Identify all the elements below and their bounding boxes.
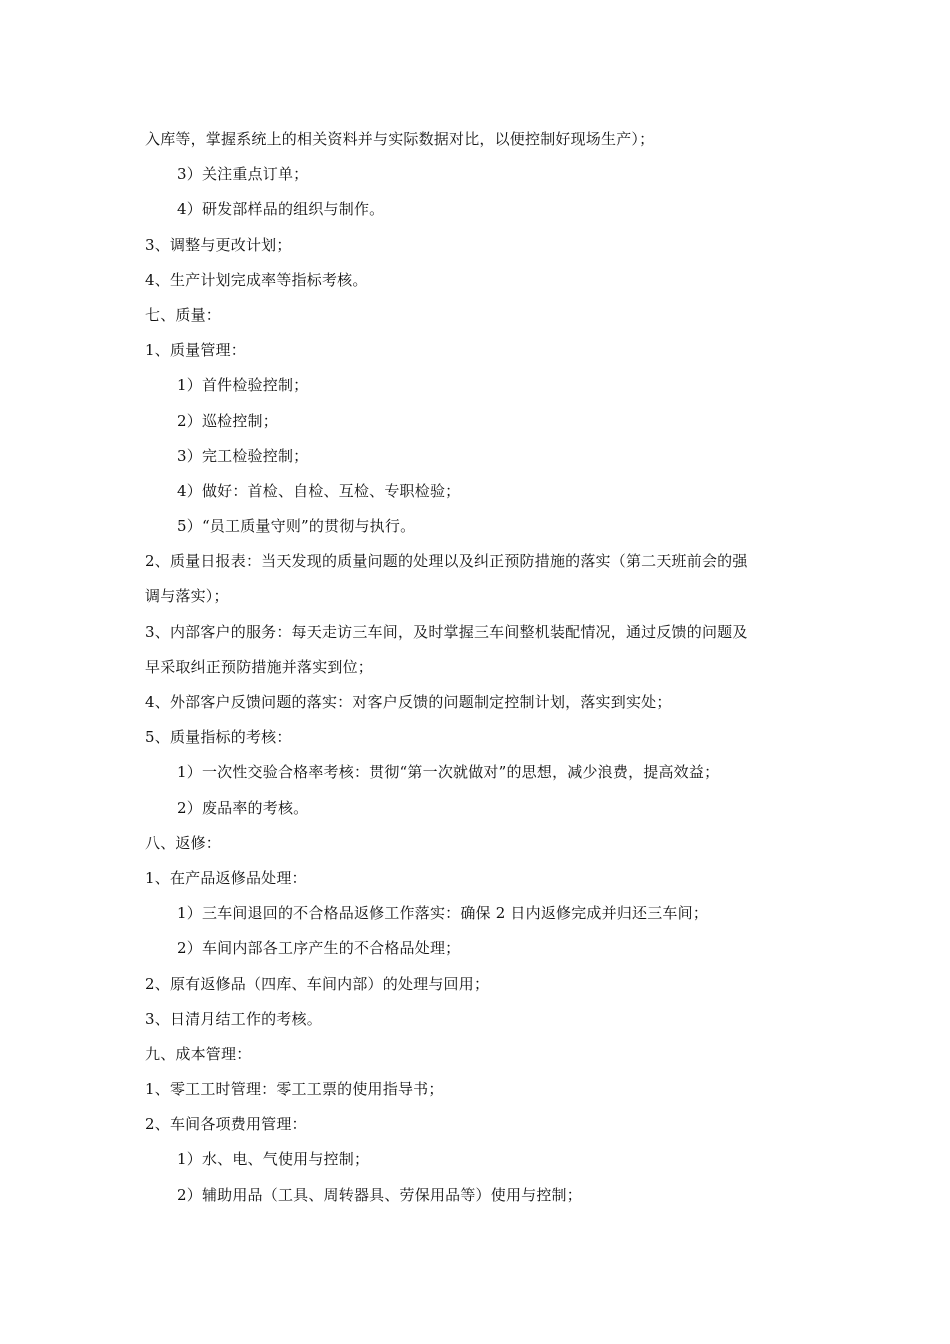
list-item: 3、调整与更改计划；: [145, 235, 292, 254]
section-heading: 七、质量：: [145, 305, 222, 324]
list-item: 5、质量指标的考核：: [145, 728, 292, 747]
list-item: 2）巡检控制；: [177, 411, 278, 430]
list-item: 2）辅助用品（工具、周转器具、劳保用品等）使用与控制；: [177, 1185, 582, 1204]
list-item: 4、外部客户反馈问题的落实：对客户反馈的问题制定控制计划，落实到实处；: [145, 693, 672, 711]
list-item: 1、零工工时管理：零工工票的使用指导书；: [145, 1080, 444, 1099]
list-item: 1）一次性交验合格率考核：贯彻“第一次就做对”的思想，减少浪费，提高效益；: [177, 763, 720, 782]
paragraph-line: 入库等，掌握系统上的相关资料并与实际数据对比，以便控制好现场生产）；: [145, 130, 655, 148]
list-item: 5）“员工质量守则”的贯彻与执行。: [177, 517, 416, 536]
list-item: 2）车间内部各工序产生的不合格品处理；: [177, 939, 461, 958]
list-item: 3）关注重点订单；: [177, 165, 309, 184]
list-item: 2、原有返修品（四库、车间内部）的处理与回用；: [145, 974, 490, 993]
list-item: 4）做好：首检、自检、互检、专职检验；: [177, 481, 461, 500]
list-item: 1）首件检验控制；: [177, 376, 309, 395]
paragraph-line: 调与落实）；: [145, 587, 229, 606]
list-item: 3、日清月结工作的考核。: [145, 1009, 322, 1028]
list-item: 1）水、电、气使用与控制；: [177, 1150, 370, 1169]
list-item: 1）三车间退回的不合格品返修工作落实：确保 2 日内返修完成并归还三车间；: [177, 904, 709, 923]
list-item: 1、质量管理：: [145, 341, 246, 360]
list-item: 2、质量日报表：当天发现的质量问题的处理以及纠正预防措施的落实（第二天班前会的强: [145, 552, 748, 571]
paragraph-line: 早采取纠正预防措施并落实到位；: [145, 657, 374, 676]
list-item: 2、车间各项费用管理：: [145, 1115, 307, 1134]
section-heading: 八、返修：: [145, 833, 222, 852]
list-item: 1、在产品返修品处理：: [145, 868, 307, 887]
list-item: 3）完工检验控制；: [177, 446, 309, 465]
list-item: 4、生产计划完成率等指标考核。: [145, 270, 368, 289]
document-body: [145, 122, 815, 1213]
section-heading: 九、成本管理：: [145, 1044, 252, 1063]
list-item: 3、内部客户的服务：每天走访三车间，及时掌握三车间整机装配情况，通过反馈的问题及: [145, 622, 748, 641]
list-item: 2）废品率的考核。: [177, 798, 309, 817]
list-item: 4）研发部样品的组织与制作。: [177, 200, 385, 219]
